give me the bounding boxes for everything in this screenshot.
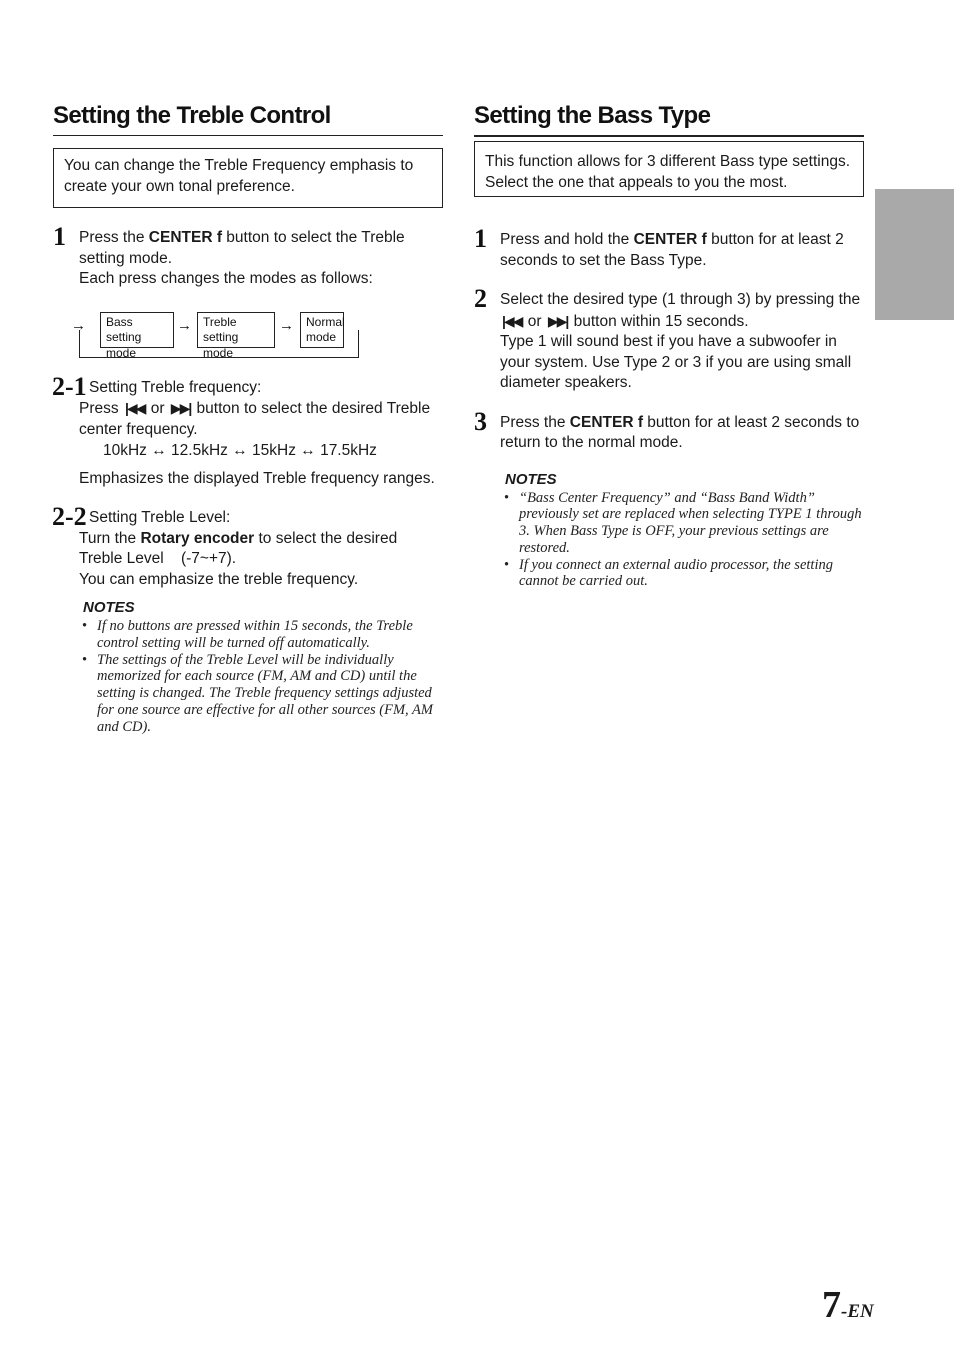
bass-intro-text: This function allows for 3 different Bass type settings. Select the one that appeals to you the most.	[485, 153, 851, 191]
frequency-list: 10kHz ↔ 12.5kHz ↔ 15kHz ↔ 17.5kHz	[103, 442, 377, 459]
treble-step-1	[53, 222, 443, 290]
level-range: (-7~+7).	[180, 550, 237, 567]
step-number: 2-1	[52, 371, 87, 401]
treble-intro-text: You can change the Treble Frequency emphasis to create your own tonal preference.	[64, 157, 414, 195]
next-track-icon: ▶▶|	[170, 400, 191, 416]
bass-step-1-pre: Press and hold the	[500, 231, 634, 248]
note-item: • “Bass Center Frequency” and “Bass Band Width” previously set are replaced when selecting TYPE 1 through 3. When Bass Type is OFF, your previous settings are restored.	[503, 490, 864, 557]
or-text: or	[523, 312, 546, 330]
step-1-line2: Each press changes the modes as follows:	[79, 270, 373, 287]
emphasis-text: Emphasizes the displayed Treble frequency ranges.	[79, 469, 435, 487]
page-number-digit: 7	[822, 1284, 841, 1326]
notes-list	[81, 618, 443, 736]
center-button-label: CENTER f	[569, 413, 643, 431]
previous-track-icon: |◀◀	[502, 312, 522, 329]
note-item: • If you connect an external audio processor, the setting cannot be carried out.	[503, 557, 864, 591]
bass-step-2-line2: Type 1 will sound best if you have a subwoofer in your system. Use Type 2 or 3 if you are using small diameter speakers.	[500, 333, 852, 391]
treble-intro-box	[53, 148, 443, 208]
step-2-2-heading: Setting Treble Level:	[89, 509, 231, 526]
side-tab-marker	[875, 189, 954, 320]
bass-step-2-post: button within 15 seconds.	[569, 312, 749, 330]
step-2-2-line3: You can emphasize the treble frequency.	[79, 570, 359, 588]
bass-step-2-text	[500, 290, 864, 332]
step-number: 3	[474, 406, 487, 436]
treble-step-2-1	[52, 371, 443, 490]
flow-box-treble: Treble setting mode	[197, 312, 275, 348]
flow-box-normal: Normal mode	[300, 312, 344, 348]
next-track-icon: ▶▶|	[547, 312, 568, 329]
rotary-encoder-label: Rotary encoder	[140, 529, 255, 547]
note-item: • The settings of the Treble Level will be individually memorized for each source (FM, AM and CD) until the setting is changed. The Treble frequency settings adjusted for one source are effective for all other sources (FM, AM and CD).	[81, 652, 443, 736]
flow-arrow-icon: →	[71, 316, 86, 334]
step-2-2-post: to select the desired Treble Level	[79, 529, 398, 567]
mode-flow-diagram	[71, 304, 369, 360]
flow-arrow-icon: →	[177, 316, 192, 334]
step-number: 2	[474, 284, 487, 313]
step-2-1-text	[79, 398, 443, 440]
flow-arrow-icon: →	[279, 316, 294, 334]
notes-list	[503, 490, 864, 591]
bass-section-title: Setting the Bass Type	[474, 100, 864, 137]
bass-step-3-post: button for at least 2 seconds to return to the normal mode.	[500, 413, 860, 451]
treble-notes	[81, 599, 443, 736]
step-1-pre: Press the	[79, 229, 149, 246]
step-1-post: button to select the Treble setting mode.	[79, 229, 405, 267]
bass-step-1-text	[500, 230, 864, 271]
step-2-1-post: button to select the desired Treble center frequency.	[79, 400, 431, 438]
bass-step-3-pre: Press the	[500, 413, 570, 431]
step-2-2-pre: Turn the	[79, 529, 141, 547]
page-number	[822, 1285, 874, 1325]
step-2-1-heading: Setting Treble frequency:	[89, 378, 262, 396]
bass-notes	[503, 471, 864, 591]
center-button-label: CENTER f	[148, 229, 222, 246]
bass-step-3-text	[500, 413, 864, 454]
bass-section	[474, 100, 864, 590]
bass-step-2-pre: Select the desired type (1 through 3) by pressing the	[500, 291, 861, 308]
previous-track-icon: |◀◀	[124, 400, 145, 416]
step-number: 2-2	[52, 502, 87, 531]
press-text: Press	[79, 400, 123, 417]
step-number: 1	[53, 222, 66, 251]
bass-intro-box	[474, 141, 864, 197]
step-number: 1	[474, 224, 487, 253]
step-2-2-text	[79, 529, 443, 570]
bass-step-3	[474, 406, 864, 454]
treble-step-2-2	[52, 502, 443, 590]
bass-step-2	[474, 284, 864, 394]
bass-step-1-post: button for at least 2 seconds to set the Bass Type.	[500, 231, 844, 269]
notes-title: NOTES	[505, 470, 557, 488]
step-1-text	[79, 228, 443, 269]
treble-section	[53, 100, 443, 736]
notes-title: NOTES	[83, 599, 135, 616]
center-button-label: CENTER f	[633, 231, 707, 248]
bass-step-1	[474, 224, 864, 271]
note-item: • If no buttons are pressed within 15 seconds, the Treble control setting will be turned off automatically.	[81, 618, 443, 652]
page-number-suffix: -EN	[841, 1301, 874, 1322]
flow-box-bass: Bass setting mode	[100, 312, 174, 348]
or-text: or	[146, 400, 169, 417]
treble-section-title: Setting the Treble Control	[53, 100, 443, 136]
